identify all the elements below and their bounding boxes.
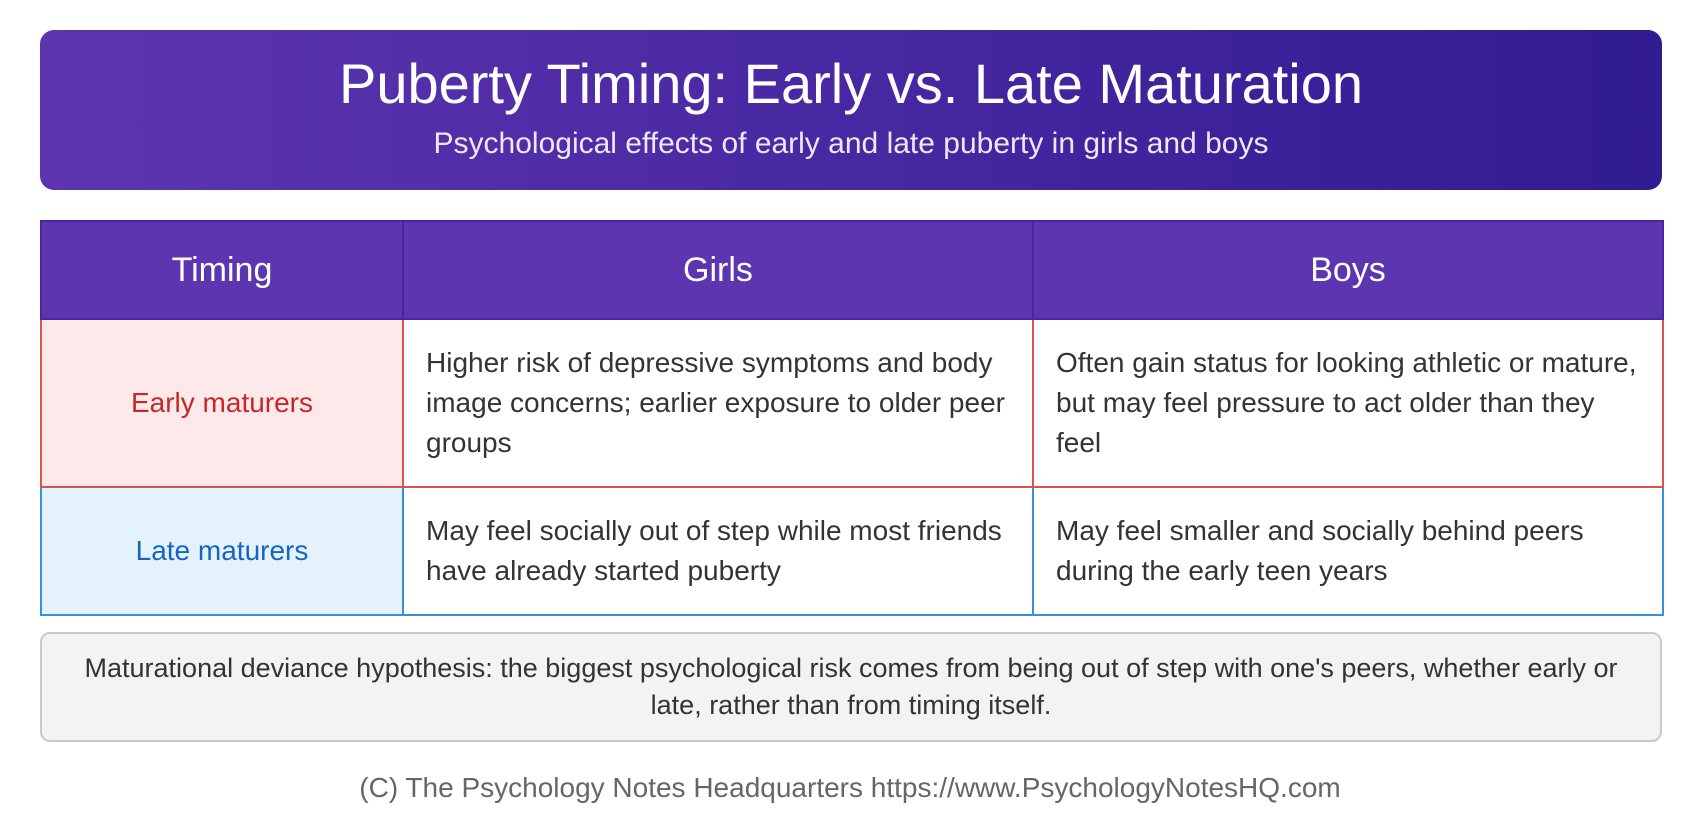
table-header-row [41,221,1663,319]
timing-cell-early: Early maturers [41,319,403,487]
column-header-boys: Boys [1033,221,1663,319]
girls-cell-late: May feel socially out of step while most friends have already started puberty [403,487,1033,615]
timing-cell-late: Late maturers [41,487,403,615]
table-row-early-maturers [41,319,1663,487]
page-title: Puberty Timing: Early vs. Late Maturation [339,52,1363,115]
column-header-girls: Girls [403,221,1033,319]
copyright-footer: (C) The Psychology Notes Headquarters https://www.PsychologyNotesHQ.com [359,772,1341,803]
comparison-table [40,220,1664,616]
table-row-late-maturers [41,487,1663,615]
column-header-timing: Timing [41,221,403,319]
boys-cell-late: May feel smaller and socially behind peers during the early teen years [1033,487,1663,615]
girls-cell-early: Higher risk of depressive symptoms and body image concerns; earlier exposure to older peer groups [403,319,1033,487]
hypothesis-note: Maturational deviance hypothesis: the biggest psychological risk comes from being out of step with one's peers, whether early or late, rather than from timing itself. [40,632,1662,742]
boys-cell-early: Often gain status for looking athletic or mature, but may feel pressure to act older than they feel [1033,319,1663,487]
title-banner [40,30,1662,190]
page-subtitle: Psychological effects of early and late puberty in girls and boys [433,127,1269,160]
